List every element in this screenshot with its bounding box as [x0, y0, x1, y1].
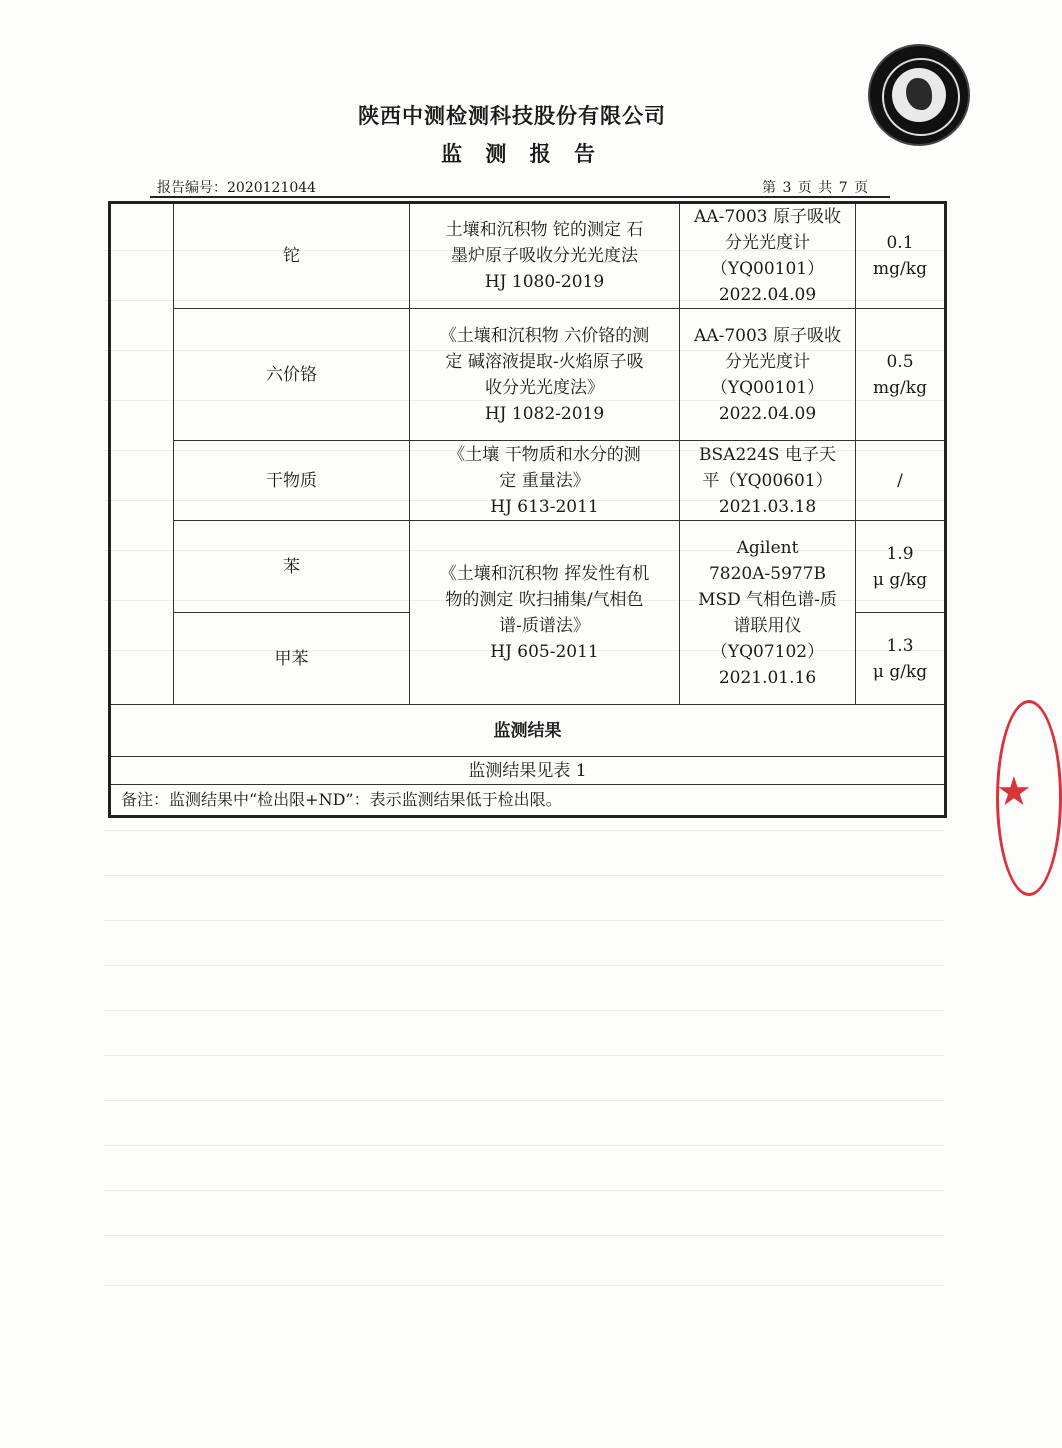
method-line: 定 重量法》	[499, 470, 590, 491]
table-row	[110, 705, 946, 757]
method-line: 物的测定 吹扫捕集/气相色	[445, 589, 644, 610]
method-line: 定 碱溶液提取-火焰原子吸	[445, 351, 644, 372]
method-line: HJ 613-2011	[490, 496, 599, 517]
detection-limit-cell	[856, 309, 946, 441]
analyte-cell: 甲苯	[174, 613, 410, 705]
table-row	[110, 785, 946, 817]
method-line: 谱-质谱法》	[499, 615, 590, 636]
header-rule	[150, 196, 890, 198]
limit-value: 0.5	[886, 351, 914, 372]
note-text: 备注：监测结果中“检出限+ND”：表示监测结果低于检出限。	[110, 785, 946, 817]
instrument-cell	[680, 203, 856, 309]
method-cell	[410, 521, 680, 705]
method-line: HJ 605-2011	[490, 641, 599, 662]
instrument-line: 分光光度计	[725, 233, 810, 253]
analyte-cell: 干物质	[174, 441, 410, 521]
results-header: 监测结果	[110, 705, 946, 757]
report-title: 监 测 报 告	[441, 142, 603, 166]
limit-value: 0.1	[886, 233, 914, 253]
red-stamp-edge	[994, 700, 1032, 900]
instrument-cell	[680, 441, 856, 521]
method-line: HJ 1082-2019	[484, 403, 605, 424]
detection-limit-cell	[856, 203, 946, 309]
method-table	[108, 201, 947, 818]
table-row	[110, 203, 946, 309]
instrument-line: （YQ00101）	[710, 377, 825, 398]
analyte-cell: 铊	[174, 203, 410, 309]
instrument-line: BSA224S 电子天	[699, 444, 836, 465]
method-line: 土壤和沉积物 铊的测定 石	[445, 220, 644, 240]
instrument-line: 分光光度计	[725, 351, 810, 372]
method-line: HJ 1080-2019	[484, 272, 605, 292]
limit-value: 1.9	[886, 543, 914, 564]
detection-limit-cell	[856, 613, 946, 705]
method-line: 《土壤 干物质和水分的测	[448, 444, 641, 465]
limit-unit: μ g/kg	[872, 569, 928, 590]
method-cell	[410, 203, 680, 309]
instrument-line: 2022.04.09	[718, 403, 817, 424]
method-cell	[410, 309, 680, 441]
limit-unit: mg/kg	[873, 259, 927, 279]
method-line: 《土壤和沉积物 挥发性有机	[439, 563, 650, 584]
results-text: 监测结果见表 1	[110, 757, 946, 785]
limit-value: 1.3	[886, 635, 914, 656]
method-line: 收分光光度法》	[485, 377, 604, 398]
instrument-line: 平（YQ00601）	[702, 470, 833, 491]
table-row	[110, 309, 946, 441]
instrument-line: 谱联用仪	[733, 615, 802, 636]
category-cell	[110, 203, 174, 705]
detection-limit-cell	[856, 521, 946, 613]
report-number	[157, 177, 316, 197]
analyte-cell: 六价铬	[174, 309, 410, 441]
instrument-line: Agilent	[736, 537, 799, 558]
stamp-star-icon: ★	[996, 769, 1032, 815]
instrument-line: （YQ07102）	[710, 641, 825, 662]
report-number-value: 2020121044	[227, 180, 317, 196]
limit-unit: μ g/kg	[872, 661, 928, 682]
instrument-line: 2022.04.09	[718, 285, 817, 305]
table-row	[110, 521, 946, 613]
instrument-line: MSD 气相色谱-质	[698, 589, 837, 610]
page-info: 第 3 页 共 7 页	[762, 180, 869, 196]
report-number-label: 报告编号：	[157, 180, 227, 196]
method-line: 墨炉原子吸收分光光度法	[451, 246, 638, 266]
instrument-line: 7820A-5977B	[708, 563, 827, 584]
limit-value: /	[897, 470, 903, 491]
instrument-line: （YQ00101）	[710, 259, 825, 279]
analyte-cell: 苯	[174, 521, 410, 613]
instrument-line: AA-7003 原子吸收	[694, 325, 841, 346]
table-row	[110, 757, 946, 785]
instrument-line: AA-7003 原子吸收	[694, 207, 841, 227]
instrument-cell	[680, 309, 856, 441]
table-row	[110, 441, 946, 521]
company-name: 陕西中测检测科技股份有限公司	[358, 104, 666, 128]
instrument-cell	[680, 521, 856, 705]
instrument-line: 2021.03.18	[718, 496, 817, 517]
method-cell	[410, 441, 680, 521]
detection-limit-cell	[856, 441, 946, 521]
method-line: 《土壤和沉积物 六价铬的测	[439, 325, 650, 346]
instrument-line: 2021.01.16	[718, 667, 817, 688]
limit-unit: mg/kg	[873, 377, 927, 398]
